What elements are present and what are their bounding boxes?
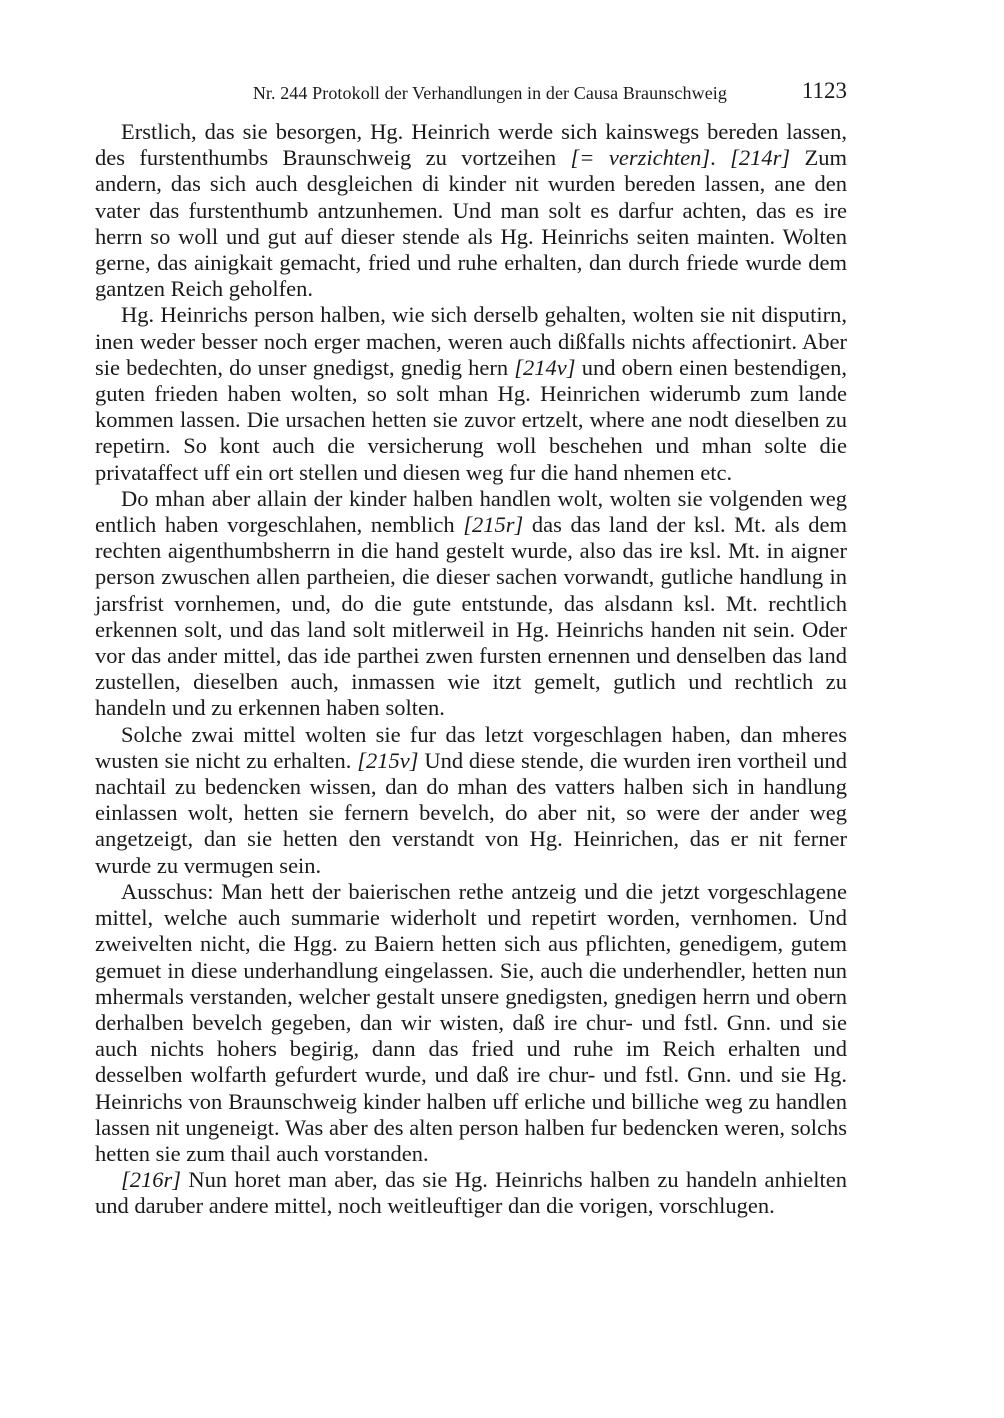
body-text [95, 119, 847, 1220]
page-number: 1123 [801, 78, 847, 103]
text-run: Do mhan aber allain der kinder halben handlen wolt, wolten sie volgenden weg entlich haben vorgeschlahen, nemblich [95, 485, 847, 538]
text-run: das das land der ksl. Mt. als dem rechten aigenthumbsherrn in die hand gestelt wurde, also das ire ksl. Mt. in aigner person zwuschen allen partheien, die dieser sachen vorwandt, gutliche handlung in jarsfrist vornhemen, und, do die gute entstunde, das alsdann ksl. Mt. rechtlich erkennen solt, und das land solt mitlerweil in Hg. Heinrichs handen nit sein. Oder vor das ander mittel, das ide parthei zwen fursten ernennen und denselben das land zustellen, dieselben auch, inmassen wie itzt gemelt, gutlich und rechtlich zu handeln und zu erkennen haben solten. [95, 512, 847, 721]
text-run: Solche zwai mittel wolten sie fur das letzt vorgeschlagen haben, dan mheres wusten sie nicht zu erhalten. [95, 721, 847, 773]
text-run: Erstlich, das sie besorgen, Hg. Heinrich werde sich kainswegs bereden lassen, des furstenthumbs Braunschweig zu vortzeihen [95, 119, 847, 171]
paragraph [95, 119, 847, 302]
italic-annotation: [215v] [357, 747, 419, 773]
text-run: . [710, 145, 731, 171]
text-run: Zum andern, das sich auch desgleichen di kinder nit wurden bereden lassen, ane den vater das furstenthumb antzunhemen. Und man solt es darfur achten, das es ire herrn so woll und gut auf dieser stende als Hg. Heinrichs seiten mainten. Wolten gerne, das ainigkait gemacht, fried und ruhe erhalten, dan durch friede wurde dem gantzen Reich geholfen. [95, 145, 848, 302]
italic-annotation: [216r] [121, 1167, 182, 1193]
text-run: Hg. Heinrichs person halben, wie sich derselb gehalten, wolten sie nit disputirn, inen weder besser noch erger machen, weren auch dißfalls nichts affectionirt. Aber sie bedechten, do unser gnedigst, gnedig hern [95, 302, 847, 380]
italic-annotation: [= verzichten] [570, 145, 711, 171]
italic-annotation: [215r] [463, 512, 524, 538]
running-head: Nr. 244 Protokoll der Verhandlungen in der Causa Braunschweig [252, 83, 727, 103]
text-run: Nun horet man aber, das sie Hg. Heinrichs halben zu handeln anhielten und daruber andere mittel, noch weitleuftiger dan die vorigen, vorschlugen. [95, 1167, 847, 1219]
page-header [95, 78, 847, 110]
italic-annotation: [214v] [514, 354, 576, 380]
italic-annotation: [214r] [730, 145, 791, 171]
paragraph [95, 1167, 847, 1219]
paragraph [95, 302, 847, 485]
text-run: Ausschus: Man hett der baierischen rethe antzeig und die jetzt vorgeschlagene mittel, welche auch summarie widerholt und repetirt worden, vernhomen. Und zweivelten nicht, die Hgg. zu Baiern hetten sich aus pflichten, genedigem, gutem gemuet in diese underhandlung eingelassen. Sie, auch die underhendler, hetten nun mhermals verstanden, welcher gestalt unsere gnedigsten, gnedigen herrn und obern derhalben bevelch gegeben, dan wir wisten, daß ire chur- und fstl. Gnn. und sie auch nichts hohers begirig, dann das fried und ruhe im Reich erhalten und desselben wolfarth gefurdert wurde, und daß ire chur- und fstl. Gnn. und sie Hg. Heinrichs von Braunschweig kinder halben uff erliche und billiche weg zu handlen lassen nit ungeneigt. Was aber des alten person halben fur bedencken weren, solchs hetten sie zum thail auch vorstanden. [95, 878, 847, 1166]
text-run: und obern einen bestendigen, guten frieden haben wolten, so solt mhan Hg. Heinrichen widerumb zum lande kommen lassen. Die ursachen hetten sie zuvor ertzelt, where ane nodt dieselben zu repetirn. So kont auch die versicherung woll beschehen und mhan solte die privataffect uff ein ort stellen und diesen weg fur die hand nhemen etc. [95, 354, 848, 485]
paragraph [95, 722, 847, 879]
text-run: Und diese stende, die wurden iren vortheil und nachtail zu bedencken wissen, dan do mhan des vatters halben sich in handlung einlassen wolt, hetten sie fernern bevelch, do aber nit, so were der ander weg angetzeigt, dan sie hetten den verstandt von Hg. Heinrichen, das er nit ferner wurde zu vermugen sein. [95, 747, 847, 878]
paragraph [95, 879, 847, 1167]
paragraph [95, 486, 847, 722]
